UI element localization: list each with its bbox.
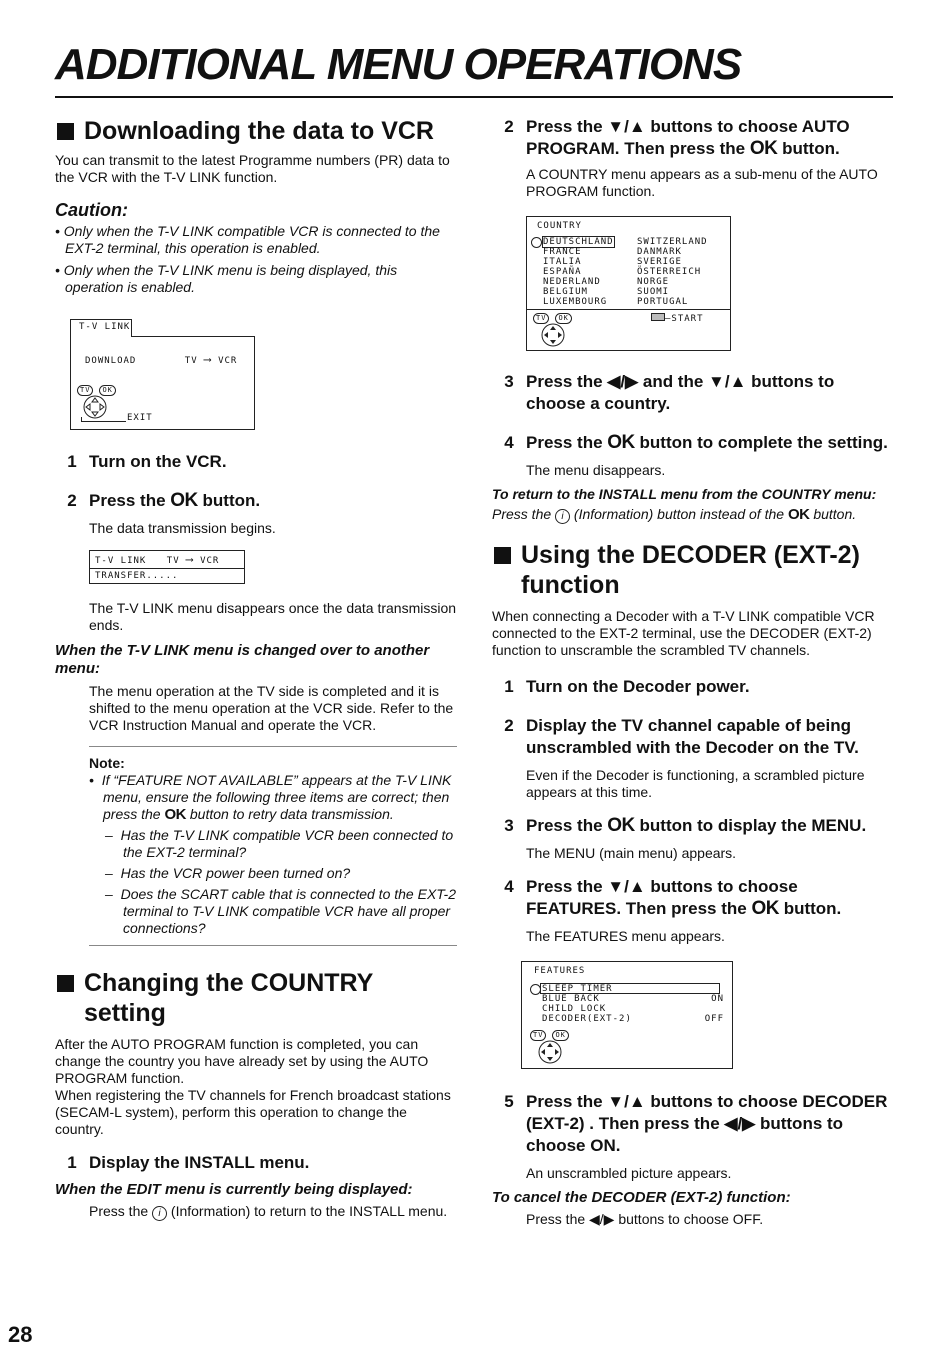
dpad-icon — [83, 395, 107, 419]
features-item: CHILD LOCK — [542, 1004, 607, 1014]
country-step-2-description: A COUNTRY menu appears as a sub-menu of the AUTO PROGRAM function. — [526, 166, 878, 199]
features-menu-illustration: FEATURES SLEEP TIMER BLUE BACK ON CHILD LOCK DECODER(EXT-2) OFF TV OK — [521, 961, 733, 1069]
decoder-step-3-description: The MENU (main menu) appears. — [526, 845, 737, 861]
country-step-1: 1 Display the INSTALL menu. — [67, 1153, 310, 1172]
left-column — [55, 112, 457, 1221]
ok-button-icon: OK — [787, 506, 810, 523]
section-heading-country: Changing the COUNTRY setting — [55, 968, 457, 1028]
country-intro-1: After the AUTO PROGRAM function is completed, you can change the country you have already set by using the AUTO PROGRAM function. — [55, 1036, 429, 1086]
country-option: ÖSTERREICH — [637, 267, 702, 277]
country-step-2: 2 Press the ▼/▲ buttons to choose AUTO PROGRAM. Then press the OK button. — [504, 117, 850, 159]
features-item: BLUE BACK ON — [542, 994, 724, 1004]
decoder-step-1: 1 Turn on the Decoder power. — [504, 677, 750, 696]
blue-button-icon — [651, 313, 665, 321]
page-number: 28 — [8, 1322, 33, 1347]
ok-button-icon: OK — [607, 432, 635, 453]
start-label: –START — [651, 313, 704, 324]
features-item: SLEEP TIMER — [542, 984, 613, 994]
arrow-right-icon: ⟶ — [204, 353, 212, 366]
tv-button-icon: TV — [533, 313, 549, 324]
transfer-display: T-V LINK TV ⟶ VCR TRANSFER..... — [89, 550, 245, 584]
edit-menu-heading: When the EDIT menu is currently being displayed: — [55, 1181, 413, 1198]
caution-item: • Only when the T-V LINK menu is being displayed, this operation is enabled. — [55, 262, 398, 295]
right-column — [492, 116, 894, 1228]
step-2-description: The data transmission begins. — [89, 520, 276, 536]
note-item: • If “FEATURE NOT AVAILABLE” appears at the T-V LINK menu, ensure the following three items are correct; then press the OK button to retry data transmission. — [89, 772, 452, 823]
country-option: LUXEMBOURG — [543, 297, 608, 307]
country-step-4: 4 Press the OK button to complete the setting. — [504, 432, 888, 453]
decoder-step-4-description: The FEATURES menu appears. — [526, 928, 725, 944]
caution-title: Caution: — [55, 200, 128, 220]
square-bullet-icon — [57, 123, 74, 140]
decoder-step-4: 4 Press the ▼/▲ buttons to choose FEATURES. Then press the OK button. — [504, 877, 842, 919]
dpad-icon — [538, 1040, 562, 1064]
note-divider-bottom — [89, 945, 457, 946]
note-divider-top — [89, 746, 457, 747]
exit-label: EXIT — [127, 413, 153, 423]
changed-menu-description: The menu operation at the TV side is completed and it is shifted to the menu operation at the VCR side. Refer to the VCR Instruction Manual and operate the VCR. — [89, 683, 454, 733]
cursor-circle-icon — [531, 237, 542, 248]
tv-button-icon: TV — [77, 385, 93, 396]
download-intro: You can transmit to the latest Programme numbers (PR) data to the VCR with the T-V LINK function. — [55, 152, 450, 185]
note-check-item: – Does the SCART cable that is connected to the EXT-2 terminal to T-V LINK compatible VCR have all proper connections? — [105, 886, 456, 936]
section-heading-decoder: Using the DECODER (EXT-2) function — [492, 540, 894, 600]
country-option: ESPAÑA — [543, 267, 582, 277]
tv-button-icon: TV — [530, 1030, 546, 1041]
country-option: BELGIUM — [543, 287, 588, 297]
ok-button-icon: OK — [164, 806, 186, 823]
decoder-step-5-description: An unscrambled picture appears. — [526, 1165, 732, 1181]
decoder-step-3: 3 Press the OK button to display the MENU. — [504, 815, 867, 836]
download-step-2: 2 Press the OK button. — [67, 490, 261, 511]
country-option: ITALIA — [543, 257, 582, 267]
country-intro-2: When registering the TV channels for French broadcast stations (SECAM-L system), perform this operation to change the country. — [55, 1087, 451, 1137]
ok-button-icon: OK — [99, 385, 115, 396]
cancel-decoder-heading: To cancel the DECODER (EXT-2) function: — [492, 1189, 791, 1206]
changed-menu-heading: When the T-V LINK menu is changed over to another menu: — [55, 642, 430, 677]
decoder-step-5: 5 Press the ▼/▲ buttons to choose DECODER (EXT-2) . Then press the ◀/▶ buttons to choose ON. — [504, 1092, 888, 1155]
ok-button-icon: OK — [751, 898, 779, 919]
country-step-3: 3 Press the ◀/▶ and the ▼/▲ buttons to choose a country. — [504, 372, 835, 413]
tvlink-menu-tab: T-V LINK — [70, 319, 132, 337]
decoder-step-2: 2 Display the TV channel capable of being unscrambled with the Decoder on the TV. — [504, 716, 859, 757]
ok-button-icon: OK — [555, 313, 571, 324]
edit-menu-description: Press the i (Information) to return to the INSTALL menu. — [89, 1203, 448, 1219]
country-option: SVERIGE — [637, 257, 682, 267]
features-item: DECODER(EXT-2) OFF — [542, 1014, 724, 1024]
country-option: DANMARK — [637, 247, 682, 257]
country-step-4-description: The menu disappears. — [526, 462, 666, 478]
decoder-step-2-description: Even if the Decoder is functioning, a scrambled picture appears at this time. — [526, 767, 865, 800]
ok-button-icon: OK — [170, 490, 198, 511]
return-install-heading: To return to the INSTALL menu from the COUNTRY menu: — [492, 486, 877, 502]
note-check-item: – Has the VCR power been turned on? — [105, 865, 351, 881]
ok-button-icon: OK — [749, 138, 778, 159]
square-bullet-icon — [494, 547, 511, 564]
note-block — [89, 755, 457, 937]
country-option: DEUTSCHLAND — [543, 237, 614, 247]
title-rule — [55, 96, 893, 98]
square-bullet-icon — [57, 975, 74, 992]
download-step-1: 1 Turn on the VCR. — [67, 452, 227, 471]
country-option: FRANCE — [543, 247, 582, 257]
country-option: SUOMI — [637, 287, 670, 297]
page-title: ADDITIONAL MENU OPERATIONS — [55, 40, 742, 89]
ok-button-icon: OK — [552, 1030, 568, 1041]
download-row: DOWNLOAD TV ⟶ VCR — [85, 353, 238, 366]
country-option: NEDERLAND — [543, 277, 601, 287]
ok-button-icon: OK — [607, 815, 635, 836]
info-icon: i — [152, 1206, 167, 1221]
caution-item: • Only when the T-V LINK compatible VCR is connected to the EXT-2 terminal, this operation is enabled. — [55, 223, 440, 256]
note-check-item: – Has the T-V LINK compatible VCR been connected to the EXT-2 terminal? — [105, 827, 454, 860]
country-option: PORTUGAL — [637, 297, 689, 307]
country-option: NORGE — [637, 277, 670, 287]
info-icon: i — [555, 509, 570, 524]
after-transfer-text: The T-V LINK menu disappears once the data transmission ends. — [89, 600, 457, 633]
country-menu-illustration: COUNTRY DEUTSCHLAND FRANCE ITALIA ESPAÑA NEDERLAND BELGIUM LUXEMBOURG SWITZERLAND DANMARK SVERIGE ÖSTERREICH NORGE SUOMI PORTUGAL TV OK –START — [526, 216, 731, 351]
dpad-icon — [541, 323, 565, 347]
cancel-decoder-description: Press the ◀/▶ buttons to choose OFF. — [526, 1211, 764, 1227]
country-option: SWITZERLAND — [637, 237, 708, 247]
decoder-intro: When connecting a Decoder with a T-V LINK compatible VCR connected to the EXT-2 terminal, use the DECODER (EXT-2) function to unscramble the scrambled TV channels. — [492, 608, 875, 658]
exit-leader-line — [81, 417, 126, 422]
return-install-description: Press the i (Information) button instead of the OK button. — [492, 506, 857, 523]
note-title: Note: — [89, 755, 125, 771]
arrow-right-icon: ⟶ — [186, 553, 194, 566]
section-heading-download: Downloading the data to VCR — [55, 116, 457, 146]
tvlink-menu-frame — [70, 336, 255, 430]
tvlink-menu-illustration — [70, 319, 255, 431]
